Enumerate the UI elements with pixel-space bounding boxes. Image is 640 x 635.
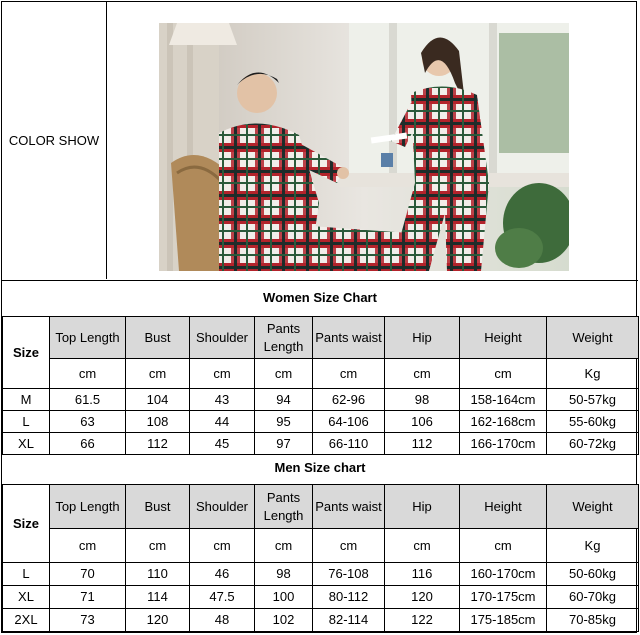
color-show-section xyxy=(2,2,639,281)
table-cell: 158-164cm xyxy=(460,389,547,411)
table-cell: 48 xyxy=(190,609,255,632)
table-cell: 98 xyxy=(385,389,460,411)
table-row xyxy=(3,609,639,632)
table-cell: 76-108 xyxy=(313,563,385,586)
unit-cell: cm xyxy=(385,359,460,389)
table-cell: 71 xyxy=(50,586,126,609)
table-cell: 60-70kg xyxy=(547,586,639,609)
table-cell: 170-175cm xyxy=(460,586,547,609)
table-cell: 95 xyxy=(255,411,313,433)
table-cell: 46 xyxy=(190,563,255,586)
unit-cell: cm xyxy=(126,529,190,563)
column-header: Hip xyxy=(385,317,460,359)
size-header: Size xyxy=(3,485,50,563)
color-show-label: COLOR SHOW xyxy=(2,2,107,279)
table-header-row xyxy=(3,485,639,529)
column-header: Top Length xyxy=(50,485,126,529)
units-row xyxy=(3,529,639,563)
unit-cell: cm xyxy=(190,359,255,389)
table-cell: 66-110 xyxy=(313,433,385,455)
table-cell: 94 xyxy=(255,389,313,411)
size-cell: M xyxy=(3,389,50,411)
unit-cell: cm xyxy=(255,359,313,389)
table-cell: 82-114 xyxy=(313,609,385,632)
women-chart-title: Women Size Chart xyxy=(263,290,377,305)
size-header: Size xyxy=(3,317,50,389)
table-cell: 73 xyxy=(50,609,126,632)
column-header: Pants waist xyxy=(313,317,385,359)
table-cell: 102 xyxy=(255,609,313,632)
table-cell: 60-72kg xyxy=(547,433,639,455)
table-row xyxy=(3,563,639,586)
unit-cell: cm xyxy=(190,529,255,563)
unit-cell: Kg xyxy=(547,529,639,563)
table-cell: 50-57kg xyxy=(547,389,639,411)
table-cell: 97 xyxy=(255,433,313,455)
table-header-row xyxy=(3,317,639,359)
table-cell: 110 xyxy=(126,563,190,586)
men-size-table xyxy=(2,484,639,632)
unit-cell: cm xyxy=(313,529,385,563)
women-size-table xyxy=(2,316,639,455)
table-cell: 122 xyxy=(385,609,460,632)
table-cell: 66 xyxy=(50,433,126,455)
table-cell: 120 xyxy=(126,609,190,632)
table-cell: 106 xyxy=(385,411,460,433)
unit-cell: cm xyxy=(50,359,126,389)
column-header: Pants Length xyxy=(255,317,313,359)
table-cell: 108 xyxy=(126,411,190,433)
column-header: Pants waist xyxy=(313,485,385,529)
table-cell: 162-168cm xyxy=(460,411,547,433)
table-cell: 120 xyxy=(385,586,460,609)
table-cell: 47.5 xyxy=(190,586,255,609)
table-cell: 160-170cm xyxy=(460,563,547,586)
table-cell: 114 xyxy=(126,586,190,609)
table-cell: 112 xyxy=(126,433,190,455)
table-cell: 64-106 xyxy=(313,411,385,433)
table-row xyxy=(3,586,639,609)
table-row xyxy=(3,389,639,411)
unit-cell: Kg xyxy=(547,359,639,389)
table-cell: 166-170cm xyxy=(460,433,547,455)
unit-cell: cm xyxy=(50,529,126,563)
table-cell: 43 xyxy=(190,389,255,411)
unit-cell: cm xyxy=(460,529,547,563)
column-header: Bust xyxy=(126,485,190,529)
size-cell: XL xyxy=(3,433,50,455)
unit-cell: cm xyxy=(313,359,385,389)
unit-cell: cm xyxy=(126,359,190,389)
column-header: Bust xyxy=(126,317,190,359)
couple-pajama-photo xyxy=(159,23,569,271)
table-cell: 62-96 xyxy=(313,389,385,411)
table-cell: 98 xyxy=(255,563,313,586)
units-row xyxy=(3,359,639,389)
table-row xyxy=(3,433,639,455)
men-chart-title: Men Size chart xyxy=(274,460,366,475)
table-row xyxy=(3,411,639,433)
table-cell: 61.5 xyxy=(50,389,126,411)
unit-cell: cm xyxy=(385,529,460,563)
size-cell: XL xyxy=(3,586,50,609)
table-cell: 175-185cm xyxy=(460,609,547,632)
column-header: Weight xyxy=(547,485,639,529)
table-cell: 80-112 xyxy=(313,586,385,609)
column-header: Height xyxy=(460,485,547,529)
table-cell: 63 xyxy=(50,411,126,433)
table-cell: 100 xyxy=(255,586,313,609)
table-cell: 45 xyxy=(190,433,255,455)
column-header: Hip xyxy=(385,485,460,529)
table-cell: 104 xyxy=(126,389,190,411)
size-cell: L xyxy=(3,411,50,433)
column-header: Shoulder xyxy=(190,317,255,359)
column-header: Top Length xyxy=(50,317,126,359)
column-header: Weight xyxy=(547,317,639,359)
column-header: Pants Length xyxy=(255,485,313,529)
column-header: Shoulder xyxy=(190,485,255,529)
divider-line xyxy=(2,280,638,281)
table-cell: 70 xyxy=(50,563,126,586)
table-cell: 70-85kg xyxy=(547,609,639,632)
table-cell: 112 xyxy=(385,433,460,455)
size-cell: 2XL xyxy=(3,609,50,632)
column-header: Height xyxy=(460,317,547,359)
table-cell: 55-60kg xyxy=(547,411,639,433)
size-cell: L xyxy=(3,563,50,586)
unit-cell: cm xyxy=(255,529,313,563)
table-cell: 116 xyxy=(385,563,460,586)
unit-cell: cm xyxy=(460,359,547,389)
table-cell: 50-60kg xyxy=(547,563,639,586)
table-cell: 44 xyxy=(190,411,255,433)
